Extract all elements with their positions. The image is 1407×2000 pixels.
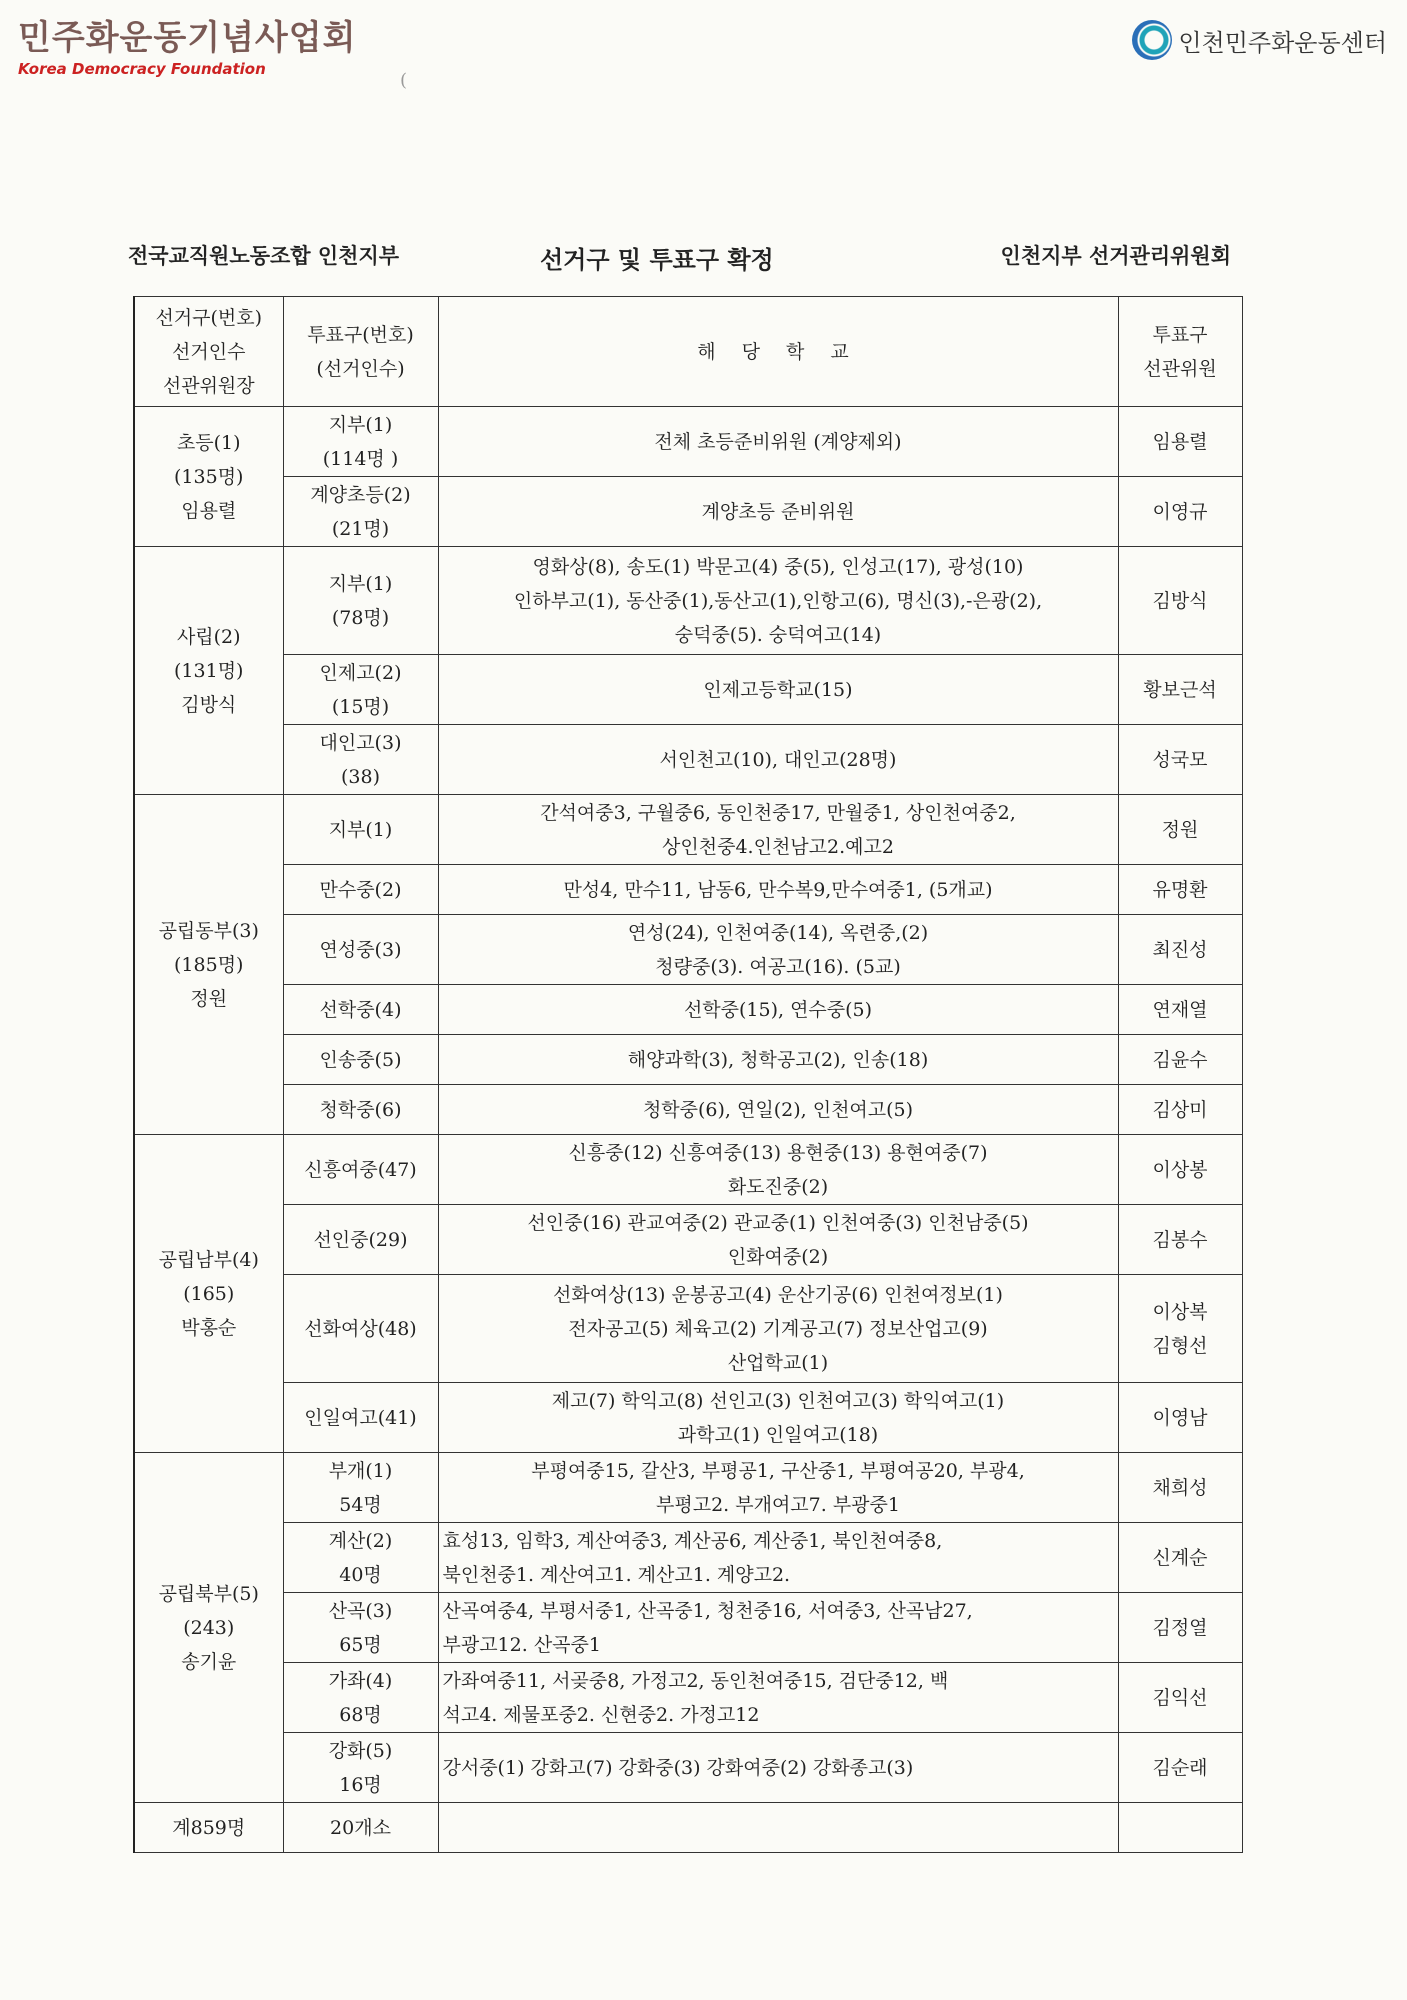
precinct-cell (283, 1733, 438, 1803)
district-line: (243) (183, 1616, 235, 1639)
table-row (134, 407, 1242, 477)
officer-cell (1118, 1733, 1242, 1803)
schools-line: 인제고등학교(15) (703, 678, 853, 701)
officer-line: 이영규 (1152, 500, 1208, 523)
precinct-cell (283, 1523, 438, 1593)
officer-cell (1118, 985, 1242, 1035)
schools-line: 청량중(3). 여공고(16). (5교) (655, 955, 901, 978)
precinct-cell (283, 985, 438, 1035)
header-district (134, 297, 283, 407)
schools-cell (438, 477, 1118, 547)
header-district-line: 선관위원장 (162, 374, 255, 397)
officer-line: 황보근석 (1143, 678, 1217, 701)
table-row (134, 1453, 1242, 1523)
officer-cell (1118, 725, 1242, 795)
schools-cell (438, 915, 1118, 985)
officer-line: 신계순 (1152, 1546, 1208, 1569)
officer-cell (1118, 1205, 1242, 1275)
officer-cell (1118, 1453, 1242, 1523)
table-row (134, 1593, 1242, 1663)
table-row (134, 795, 1242, 865)
schools-cell (438, 1275, 1118, 1383)
precinct-line: 가좌(4) (328, 1669, 393, 1692)
table-header-row (134, 297, 1242, 407)
precinct-line: 인송중(5) (319, 1048, 402, 1071)
scan-speck: ( (400, 70, 408, 91)
table-row (134, 725, 1242, 795)
schools-line: 연성(24), 인천여중(14), 옥련중,(2) (627, 921, 929, 944)
officer-line: 정원 (1161, 818, 1199, 841)
officer-cell (1118, 1085, 1242, 1135)
precinct-cell (283, 407, 438, 477)
precinct-cell (283, 725, 438, 795)
district-cell (134, 547, 283, 795)
header-district-line: 선거인수 (172, 340, 246, 363)
district-line: 사립(2) (176, 625, 241, 648)
table-row (134, 1275, 1242, 1383)
total-precinct-cell: 20개소 (283, 1803, 438, 1853)
center-logo (1132, 20, 1387, 60)
precinct-line: 지부(1) (328, 413, 393, 436)
table-row (134, 1035, 1242, 1085)
schools-line: 과학고(1) 인일여고(18) (677, 1423, 879, 1446)
precinct-line: (114명 ) (322, 447, 399, 470)
officer-cell (1118, 865, 1242, 915)
officer-cell (1118, 1663, 1242, 1733)
schools-line: 만성4, 만수11, 남동6, 만수복9,만수여중1, (5개교) (563, 878, 993, 901)
total-district-cell: 계859명 (134, 1803, 283, 1853)
district-line: 공립동부(3) (158, 919, 259, 942)
precinct-cell (283, 477, 438, 547)
header-district-line: 선거구(번호) (155, 306, 263, 329)
table-row (134, 985, 1242, 1035)
table-row (134, 1135, 1242, 1205)
document-header (0, 240, 1407, 274)
officer-line: 김방식 (1152, 589, 1208, 612)
precinct-line: 계산(2) (328, 1529, 393, 1552)
officer-line: 임용렬 (1152, 430, 1208, 453)
officer-line: 김상미 (1152, 1098, 1208, 1121)
officer-cell (1118, 655, 1242, 725)
header-precinct (283, 297, 438, 407)
precinct-line: 부개(1) (328, 1459, 393, 1482)
total-officer-cell (1118, 1803, 1242, 1853)
header-document-title: 선거구 및 투표구 확정 (540, 245, 774, 274)
district-cell (134, 1453, 283, 1803)
header-officer-line: 선관위원 (1143, 357, 1217, 380)
schools-line: 효성13, 임학3, 계산여중3, 계산공6, 계산중1, 북인천여중8, (442, 1529, 943, 1552)
precinct-line: 68명 (339, 1703, 382, 1726)
header-schools: 해 당 학 교 (438, 297, 1118, 407)
precinct-cell (283, 915, 438, 985)
officer-cell (1118, 477, 1242, 547)
center-emblem-icon (1132, 20, 1172, 60)
schools-cell (438, 1383, 1118, 1453)
officer-line: 김정열 (1152, 1616, 1208, 1639)
schools-cell (438, 985, 1118, 1035)
officer-cell (1118, 795, 1242, 865)
schools-line: 간석여중3, 구월중6, 동인천중17, 만월중1, 상인천여중2, (540, 801, 1016, 824)
schools-line: 강서중(1) 강화고(7) 강화중(3) 강화여중(2) 강화종고(3) (442, 1756, 914, 1779)
schools-cell (438, 655, 1118, 725)
header-precinct-line: (선거인수) (316, 357, 405, 380)
schools-line: 선화여상(13) 운봉공고(4) 운산기공(6) 인천여정보(1) (553, 1283, 1003, 1306)
schools-line: 부광고12. 산곡중1 (442, 1633, 601, 1656)
precinct-line: 선화여상(48) (304, 1317, 417, 1340)
schools-cell (438, 1453, 1118, 1523)
precinct-line: 16명 (339, 1773, 382, 1796)
table-row (134, 655, 1242, 725)
header-election-committee: 인천지부 선거관리위원회 (1000, 243, 1231, 268)
officer-cell (1118, 407, 1242, 477)
schools-cell (438, 1085, 1118, 1135)
officer-cell (1118, 547, 1242, 655)
precinct-cell (283, 1135, 438, 1205)
schools-line: 부평고2. 부개여고7. 부광중1 (656, 1493, 900, 1516)
precinct-cell (283, 1663, 438, 1733)
precinct-line: (21명) (331, 517, 390, 540)
district-line: (135명) (174, 465, 244, 488)
header-officer (1118, 297, 1242, 407)
table-row (134, 477, 1242, 547)
officer-line: 성국모 (1152, 748, 1208, 771)
foundation-logo-english: Korea Democracy Foundation (18, 60, 266, 78)
precinct-cell (283, 1205, 438, 1275)
officer-line: 김순래 (1152, 1756, 1208, 1779)
district-line: (185명) (174, 953, 244, 976)
precinct-line: 선학중(4) (319, 998, 402, 1021)
district-line: 송기윤 (181, 1650, 237, 1673)
schools-line: 석고4. 제물포중2. 신현중2. 가정고12 (442, 1703, 760, 1726)
precinct-line: 지부(1) (328, 572, 393, 595)
precinct-line: 40명 (339, 1563, 382, 1586)
officer-cell (1118, 1593, 1242, 1663)
schools-cell (438, 795, 1118, 865)
foundation-logo (18, 18, 356, 78)
district-line: 공립북부(5) (158, 1582, 259, 1605)
center-logo-name: 인천민주화운동센터 (1178, 28, 1387, 57)
schools-cell (438, 407, 1118, 477)
schools-line: 인하부고(1), 동산중(1),동산고(1),인항고(6), 명신(3),-은광(2), (513, 589, 1043, 612)
schools-line: 화도진중(2) (727, 1175, 829, 1198)
precinct-cell (283, 655, 438, 725)
officer-cell (1118, 1523, 1242, 1593)
precinct-cell (283, 1453, 438, 1523)
officer-cell (1118, 1035, 1242, 1085)
precinct-line: (38) (340, 765, 380, 788)
schools-line: 제고(7) 학익고(8) 선인고(3) 인천여고(3) 학익여고(1) (551, 1389, 1005, 1412)
schools-line: 선인중(16) 관교여중(2) 관교중(1) 인천여중(3) 인천남중(5) (527, 1211, 1029, 1234)
total-schools-cell (438, 1803, 1118, 1853)
officer-line: 이상복 (1152, 1300, 1208, 1323)
table-row (134, 1733, 1242, 1803)
district-line: (165) (183, 1282, 235, 1305)
schools-line: 상인천중4.인천남고2.예고2 (662, 835, 894, 858)
precinct-line: (78명) (331, 606, 390, 629)
district-cell (134, 407, 283, 547)
schools-line: 전체 초등준비위원 (계양제외) (654, 430, 902, 453)
officer-line: 김윤수 (1152, 1048, 1208, 1071)
header-precinct-line: 투표구(번호) (307, 323, 414, 346)
district-line: 김방식 (181, 693, 237, 716)
schools-line: 영화상(8), 송도(1) 박문고(4) 중(5), 인성고(17), 광성(10) (532, 555, 1024, 578)
precinct-cell (283, 547, 438, 655)
schools-line: 선학중(15), 연수중(5) (683, 998, 873, 1021)
schools-line: 산곡여중4, 부평서중1, 산곡중1, 청천중16, 서여중3, 산곡남27, (442, 1599, 973, 1622)
precinct-line: 신흥여중(47) (304, 1158, 417, 1181)
election-district-table (133, 296, 1243, 1853)
district-line: 공립남부(4) (158, 1248, 259, 1271)
precinct-line: 인제고(2) (319, 661, 402, 684)
table-row (134, 1085, 1242, 1135)
precinct-cell (283, 1275, 438, 1383)
schools-cell (438, 1035, 1118, 1085)
district-line: 정원 (190, 987, 228, 1010)
precinct-line: 연성중(3) (319, 938, 402, 961)
schools-line: 서인천고(10), 대인고(28명) (659, 748, 897, 771)
table-row (134, 547, 1242, 655)
schools-cell (438, 1135, 1118, 1205)
schools-line: 산업학교(1) (727, 1351, 829, 1374)
precinct-cell (283, 1035, 438, 1085)
precinct-line: 지부(1) (328, 818, 393, 841)
table-row (134, 1383, 1242, 1453)
precinct-line: 선인중(29) (313, 1228, 408, 1251)
header-officer-line: 투표구 (1152, 323, 1208, 346)
schools-cell (438, 865, 1118, 915)
precinct-line: 54명 (339, 1493, 382, 1516)
officer-cell (1118, 915, 1242, 985)
officer-line: 유명환 (1152, 878, 1208, 901)
precinct-cell (283, 1383, 438, 1453)
officer-line: 채희성 (1152, 1476, 1208, 1499)
schools-cell (438, 547, 1118, 655)
schools-line: 북인천중1. 계산여고1. 계산고1. 계양고2. (442, 1563, 791, 1586)
precinct-cell (283, 1593, 438, 1663)
district-line: 초등(1) (176, 431, 241, 454)
officer-line: 김익선 (1152, 1686, 1208, 1709)
foundation-logo-korean: 민주화운동기념사업회 (18, 18, 357, 58)
table-body (134, 297, 1242, 1853)
schools-cell (438, 1205, 1118, 1275)
precinct-line: 인일여고(41) (304, 1406, 417, 1429)
officer-line: 이상봉 (1152, 1158, 1208, 1181)
schools-line: 신흥중(12) 신흥여중(13) 용현중(13) 용현여중(7) (568, 1141, 988, 1164)
schools-cell (438, 1523, 1118, 1593)
schools-line: 전자공고(5) 체육고(2) 기계공고(7) 정보산업고(9) (568, 1317, 988, 1340)
schools-line: 가좌여중11, 서곶중8, 가정고2, 동인천여중15, 검단중12, 백 (442, 1669, 949, 1692)
precinct-line: 청학중(6) (319, 1098, 402, 1121)
precinct-cell (283, 865, 438, 915)
officer-line: 최진성 (1152, 938, 1208, 961)
precinct-line: 강화(5) (328, 1739, 393, 1762)
officer-line: 연재열 (1152, 998, 1208, 1021)
officer-cell (1118, 1135, 1242, 1205)
table-row (134, 865, 1242, 915)
district-line: 박홍순 (181, 1316, 237, 1339)
schools-cell (438, 1593, 1118, 1663)
schools-line: 계양초등 준비위원 (701, 500, 855, 523)
schools-line: 숭덕중(5). 숭덕여고(14) (674, 623, 882, 646)
precinct-line: 계양초등(2) (310, 483, 411, 506)
table-row (134, 915, 1242, 985)
district-line: (131명) (174, 659, 244, 682)
officer-line: 이영남 (1152, 1406, 1208, 1429)
schools-line: 청학중(6), 연일(2), 인천여고(5) (642, 1098, 914, 1121)
precinct-line: 만수중(2) (319, 878, 402, 901)
district-cell (134, 1135, 283, 1453)
table-row (134, 1205, 1242, 1275)
schools-line: 인화여중(2) (727, 1245, 829, 1268)
officer-line: 김형선 (1152, 1334, 1208, 1357)
header-union-branch: 전국교직원노동조합 인천지부 (128, 243, 400, 268)
officer-cell (1118, 1275, 1242, 1383)
schools-cell (438, 1663, 1118, 1733)
schools-cell (438, 725, 1118, 795)
table-row (134, 1523, 1242, 1593)
precinct-line: 대인고(3) (319, 731, 402, 754)
officer-line: 김봉수 (1152, 1228, 1208, 1251)
schools-line: 부평여중15, 갈산3, 부평공1, 구산중1, 부평여공20, 부광4, (531, 1459, 1025, 1482)
schools-line: 해양과학(3), 청학공고(2), 인송(18) (627, 1048, 929, 1071)
precinct-line: (15명) (331, 695, 390, 718)
precinct-cell (283, 1085, 438, 1135)
precinct-line: 산곡(3) (328, 1599, 393, 1622)
table-row (134, 1663, 1242, 1733)
precinct-cell (283, 795, 438, 865)
district-cell (134, 795, 283, 1135)
officer-cell (1118, 1383, 1242, 1453)
total-row (134, 1803, 1242, 1853)
schools-cell (438, 1733, 1118, 1803)
district-line: 임용렬 (181, 499, 237, 522)
precinct-line: 65명 (339, 1633, 382, 1656)
